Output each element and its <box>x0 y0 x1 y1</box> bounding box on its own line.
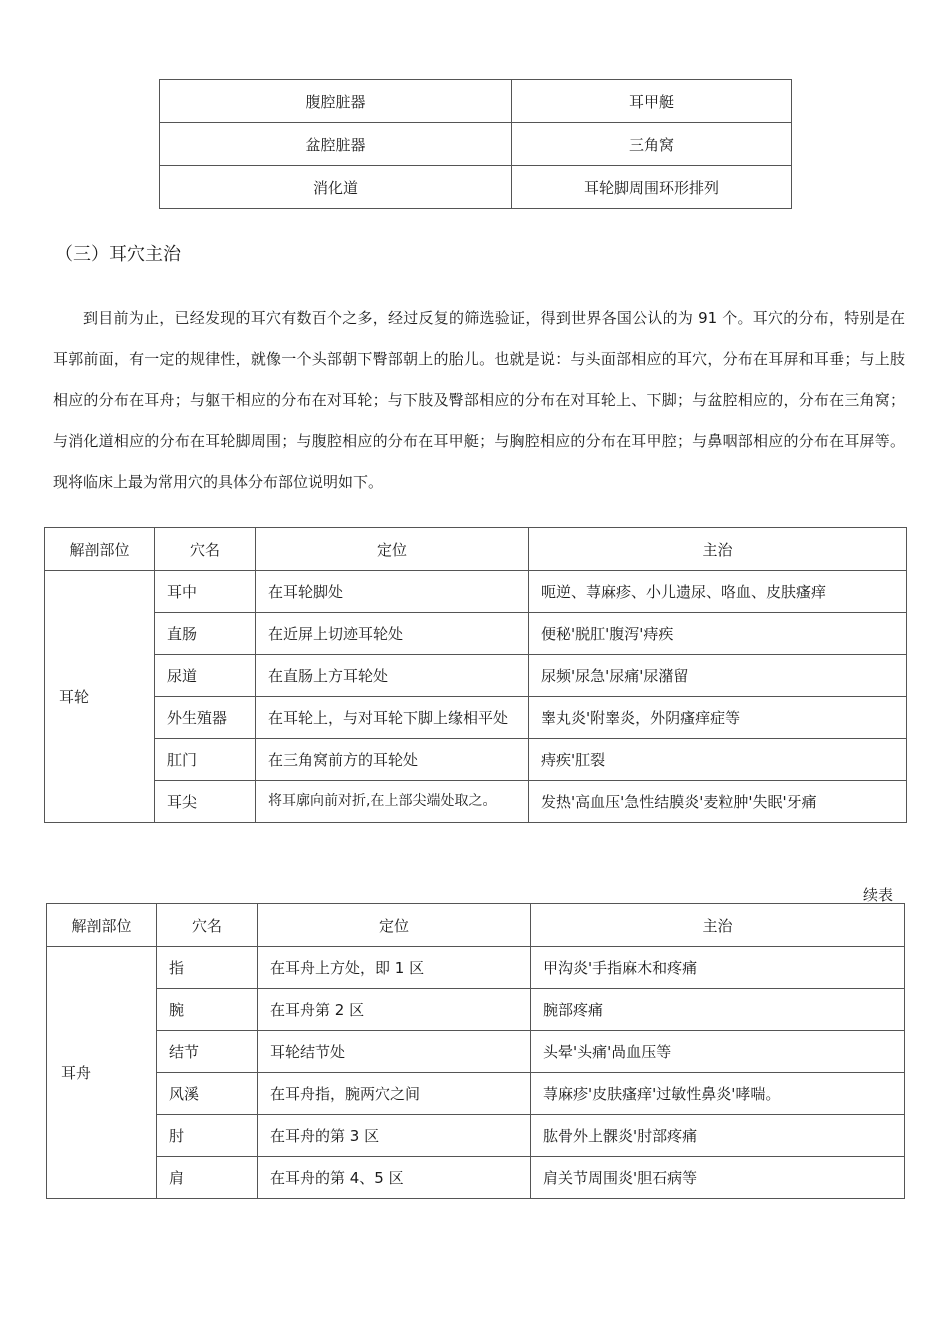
table-row <box>45 697 907 739</box>
point-indication: 肱骨外上髁炎'肘部疼痛 <box>531 1115 905 1157</box>
point-location: 在耳舟的第 3 区 <box>258 1115 531 1157</box>
body-paragraph: 到目前为止，已经发现的耳穴有数百个之多，经过反复的筛选验证，得到世界各国公认的为 91 个。耳穴的分布，特别是在耳郭前面，有一定的规律性，就像一个头部朝下臀部朝上的胎儿。也就是说：与头面部相应的耳穴，分布在耳屏和耳垂；与上肢相应的分布在耳舟；与躯干相应的分布在对耳轮；与下肢及臀部相应的分布在对耳轮上、下脚；与盆腔相应的，分布在三角窝；与消化道相应的分布在耳轮脚周围；与腹腔相应的分布在耳甲艇；与胸腔相应的分布在耳甲腔；与鼻咽部相应的分布在耳屏等。现将临床上最为常用穴的具体分布部位说明如下。 <box>53 309 905 491</box>
point-name: 直肠 <box>155 613 256 655</box>
table-row <box>160 166 792 209</box>
table-row <box>160 80 792 123</box>
table-header-row <box>47 904 905 947</box>
header-anatomy: 解剖部位 <box>47 904 157 947</box>
region-cell: 耳舟 <box>47 947 157 1199</box>
region-cell: 耳轮 <box>45 571 155 823</box>
table-row <box>47 1115 905 1157</box>
header-anatomy: 解剖部位 <box>45 528 155 571</box>
section-heading: （三）耳穴主治 <box>55 244 181 265</box>
table-row <box>45 613 907 655</box>
table-cell: 耳甲艇 <box>512 80 792 123</box>
point-indication: 荨麻疹'皮肤瘙痒'过敏性鼻炎'哮喘。 <box>531 1073 905 1115</box>
point-indication: 痔疾'肛裂 <box>529 739 907 781</box>
point-location: 在三角窝前方的耳轮处 <box>256 739 529 781</box>
point-location: 在近屏上切迹耳轮处 <box>256 613 529 655</box>
point-indication: 甲沟炎'手指麻木和疼痛 <box>531 947 905 989</box>
table-row <box>47 989 905 1031</box>
table-row <box>47 1031 905 1073</box>
point-location: 在耳舟上方处，即 1 区 <box>258 947 531 989</box>
table-cell: 耳轮脚周围环形排列 <box>512 166 792 209</box>
table-row <box>45 739 907 781</box>
table-cell: 盆腔脏器 <box>160 123 512 166</box>
point-location: 在耳轮脚处 <box>256 571 529 613</box>
header-indication: 主治 <box>531 904 905 947</box>
point-name: 外生殖器 <box>155 697 256 739</box>
point-indication: 头晕'头痛'咼血压等 <box>531 1031 905 1073</box>
table-header-row <box>45 528 907 571</box>
table-row <box>47 947 905 989</box>
point-location: 耳轮结节处 <box>258 1031 531 1073</box>
point-name: 尿道 <box>155 655 256 697</box>
point-name: 指 <box>157 947 258 989</box>
scapha-points-table <box>46 903 905 1199</box>
table-cell: 三角窝 <box>512 123 792 166</box>
table-row <box>160 123 792 166</box>
header-point-name: 穴名 <box>157 904 258 947</box>
organ-location-table <box>159 79 792 209</box>
point-location: 在耳舟的第 4、5 区 <box>258 1157 531 1199</box>
header-point-name: 穴名 <box>155 528 256 571</box>
point-location: 在耳轮上，与对耳轮下脚上缘相平处 <box>256 697 529 739</box>
table-row <box>45 571 907 613</box>
point-indication: 便秘'脱肛'腹泻'痔疾 <box>529 613 907 655</box>
point-indication: 腕部疼痛 <box>531 989 905 1031</box>
helix-points-table <box>44 527 907 823</box>
point-name: 肘 <box>157 1115 258 1157</box>
point-location: 在耳舟指，腕两穴之间 <box>258 1073 531 1115</box>
point-indication: 呃逆、荨麻疹、小儿遗尿、咯血、皮肤瘙痒 <box>529 571 907 613</box>
table-cell: 腹腔脏器 <box>160 80 512 123</box>
point-name: 风溪 <box>157 1073 258 1115</box>
point-name: 肩 <box>157 1157 258 1199</box>
point-indication: 发热'高血压'急性结膜炎'麦粒肿'失眠'牙痛 <box>529 781 907 823</box>
table-row <box>47 1157 905 1199</box>
point-location: 将耳廓向前对折,在上部尖端处取之。 <box>256 781 529 823</box>
header-location: 定位 <box>256 528 529 571</box>
continued-label: 续表 <box>862 886 893 904</box>
point-name: 腕 <box>157 989 258 1031</box>
header-location: 定位 <box>258 904 531 947</box>
point-location: 在耳舟第 2 区 <box>258 989 531 1031</box>
point-name: 肛门 <box>155 739 256 781</box>
table-row <box>45 781 907 823</box>
point-name: 耳中 <box>155 571 256 613</box>
point-indication: 尿频'尿急'尿痛'尿潴留 <box>529 655 907 697</box>
point-indication: 睾丸炎'附睾炎，外阴瘙痒症等 <box>529 697 907 739</box>
point-location: 在直肠上方耳轮处 <box>256 655 529 697</box>
header-indication: 主治 <box>529 528 907 571</box>
point-name: 耳尖 <box>155 781 256 823</box>
table-cell: 消化道 <box>160 166 512 209</box>
point-indication: 肩关节周围炎'胆石病等 <box>531 1157 905 1199</box>
point-name: 结节 <box>157 1031 258 1073</box>
table-row <box>45 655 907 697</box>
table-row <box>47 1073 905 1115</box>
